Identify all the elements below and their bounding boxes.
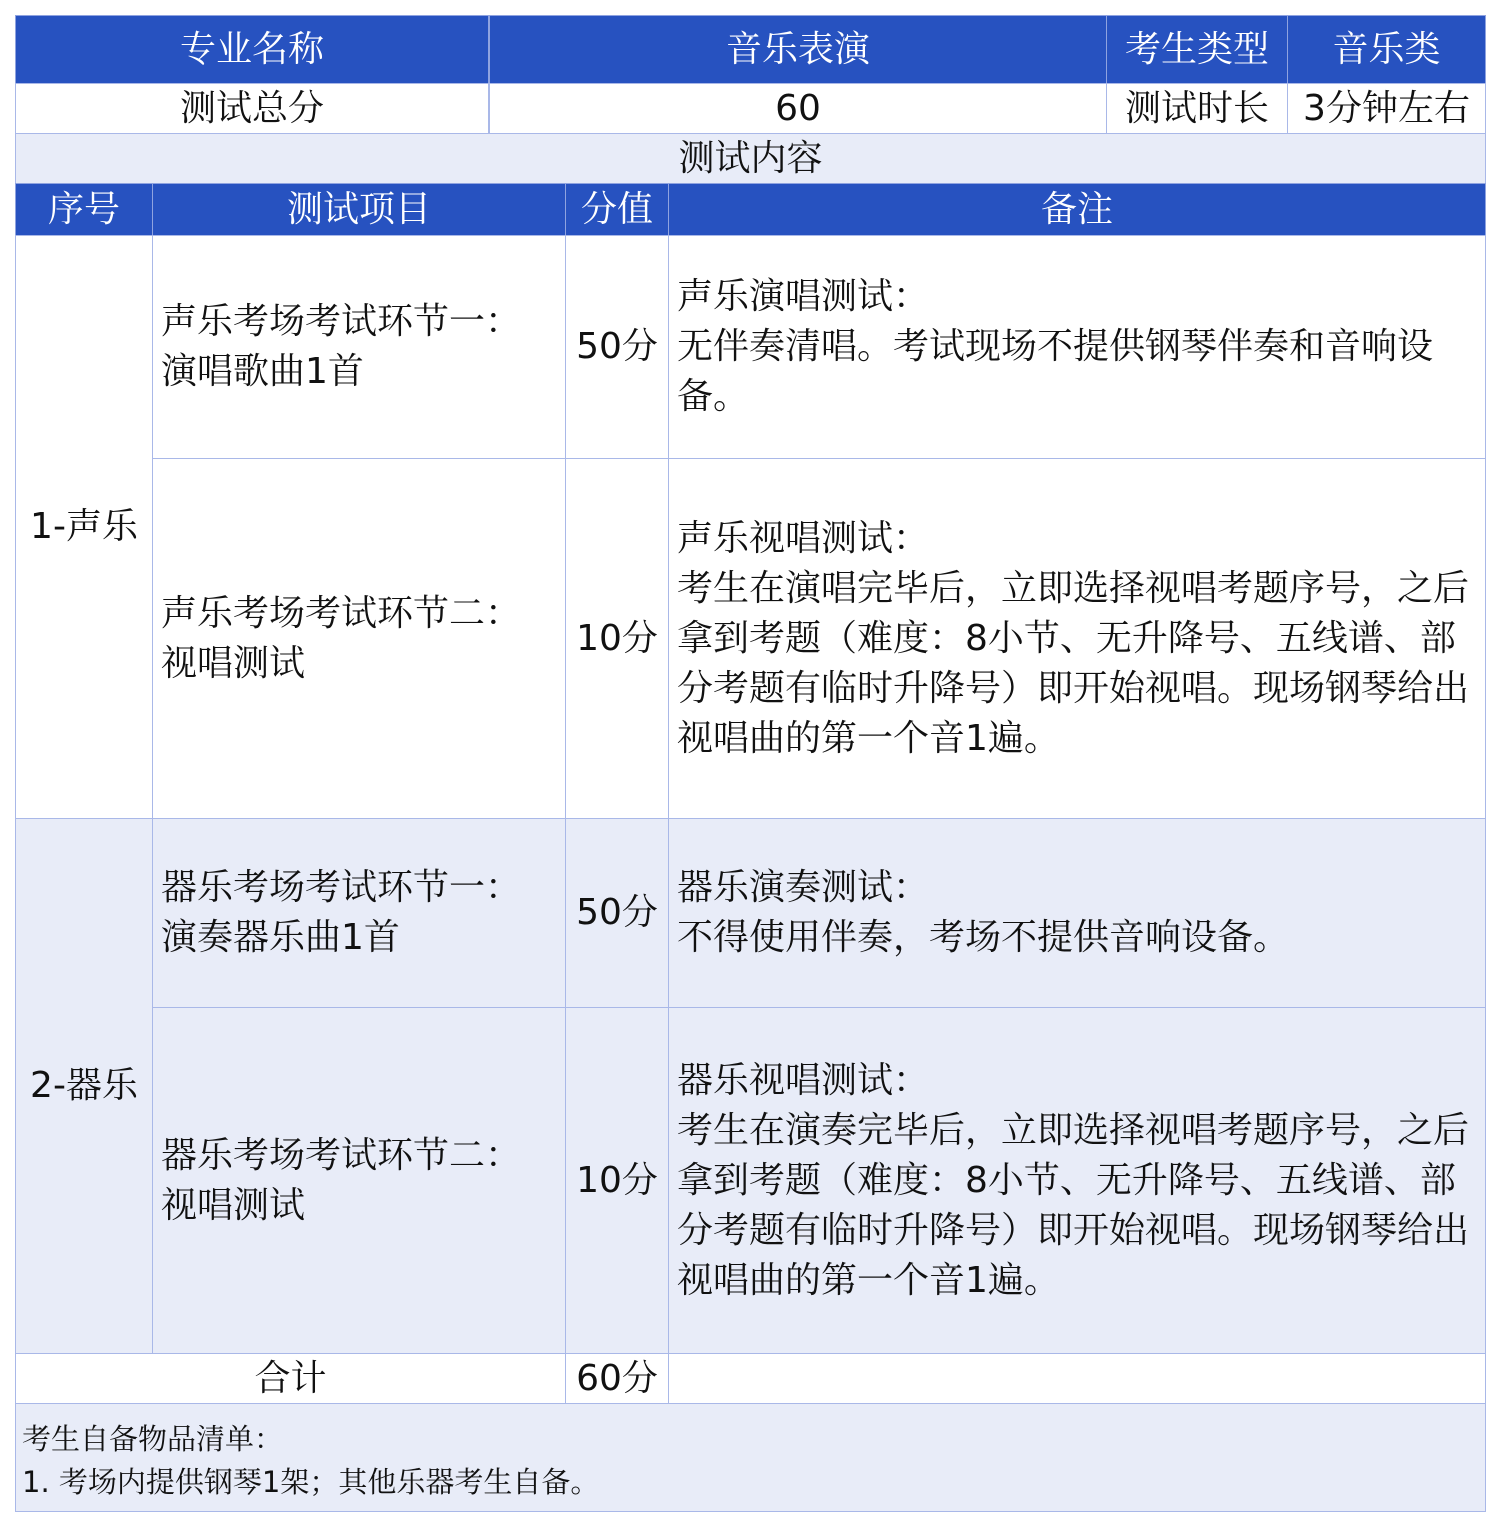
- total-row-label: 合计: [15, 1353, 566, 1404]
- footer-title: 考生自备物品清单：: [22, 1422, 284, 1456]
- group-name: 1-声乐: [15, 235, 153, 819]
- footer-line: 1. 考场内提供钢琴1架；其他乐器考生自备。: [22, 1465, 600, 1499]
- test-score: 50分: [565, 235, 669, 459]
- test-note: 器乐视唱测试： 考生在演奏完毕后，立即选择视唱考题序号，之后拿到考题（难度：8小节、无升降号、五线谱、部分考题有临时升降号）即开始视唱。现场钢琴给出视唱曲的第一个音1遍。: [668, 1007, 1486, 1354]
- major-label: 专业名称: [15, 15, 489, 84]
- test-item: 器乐考场考试环节一： 演奏器乐曲1首: [152, 818, 566, 1008]
- total-value: 60: [489, 83, 1107, 134]
- col-score: 分值: [565, 183, 669, 236]
- test-note: 声乐视唱测试： 考生在演唱完毕后，立即选择视唱考题序号，之后拿到考题（难度：8小节、无升降号、五线谱、部分考题有临时升降号）即开始视唱。现场钢琴给出视唱曲的第一个音1遍。: [668, 458, 1486, 819]
- col-note: 备注: [668, 183, 1486, 236]
- test-item: 声乐考场考试环节一： 演唱歌曲1首: [152, 235, 566, 459]
- total-label: 测试总分: [15, 83, 489, 134]
- major-value: 音乐表演: [489, 15, 1107, 84]
- test-score: 50分: [565, 818, 669, 1008]
- col-index: 序号: [15, 183, 153, 236]
- footer-notes: [15, 1403, 1486, 1512]
- total-row-note: [668, 1353, 1486, 1404]
- col-item: 测试项目: [152, 183, 566, 236]
- test-note: 声乐演唱测试： 无伴奏清唱。考试现场不提供钢琴伴奏和音响设备。: [668, 235, 1486, 459]
- type-value: 音乐类: [1287, 15, 1486, 84]
- test-item: 声乐考场考试环节二： 视唱测试: [152, 458, 566, 819]
- section-title: 测试内容: [15, 133, 1486, 184]
- duration-value: 3分钟左右: [1287, 83, 1486, 134]
- test-note: 器乐演奏测试： 不得使用伴奏，考场不提供音响设备。: [668, 818, 1486, 1008]
- duration-label: 测试时长: [1106, 83, 1288, 134]
- test-score: 10分: [565, 458, 669, 819]
- test-item: 器乐考场考试环节二： 视唱测试: [152, 1007, 566, 1354]
- test-score: 10分: [565, 1007, 669, 1354]
- type-label: 考生类型: [1106, 15, 1288, 84]
- total-row-value: 60分: [565, 1353, 669, 1404]
- group-name: 2-器乐: [15, 818, 153, 1354]
